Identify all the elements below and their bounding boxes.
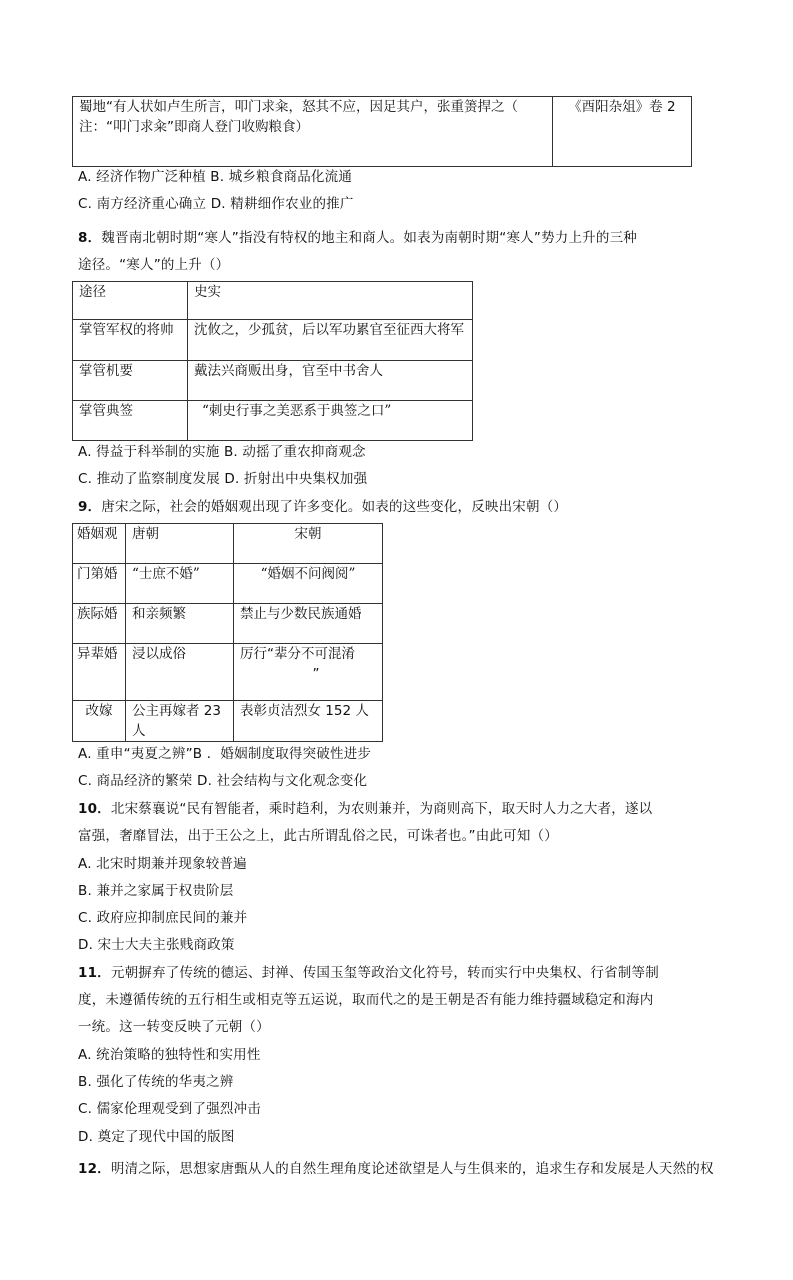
q9-options-line2: C. 商品经济的繁荣 D. 社会结构与文化观念变化 [78,773,368,789]
q8-number: 8． [78,230,102,246]
q9-cell: 异辈婚 [73,644,126,701]
q8-options-line1: A. 得益于科举制的实施 B. 动摇了重农抑商观念 [78,444,366,460]
q11-option-b: B. 强化了传统的华夷之辨 [78,1074,234,1090]
q9-cell-line1: 厉行“辈分不可混淆 [240,646,355,662]
q11-stem-line2: 度，未遵循传统的五行相生或相克等五运说，取而代之的是王朝是否有能力维持疆域稳定和海内 [78,992,654,1008]
q8-options-line2: C. 推动了监察制度发展 D. 折射出中央集权加强 [78,471,368,487]
q10-option-c: C. 政府应抑制庶民间的兼并 [78,910,248,926]
q9-cell: 门第婚 [73,564,126,604]
q8-table [72,281,473,441]
q10-stem-line1 [78,800,652,818]
q8-header-fact: 史实 [188,282,473,320]
q9-cell [234,644,383,701]
q9-options-line1: A. 重申“夷夏之辨”B ．婚姻制度取得突破性进步 [78,746,372,762]
q11-stem-text1: 元朝摒弃了传统的德运、封禅、传国玉玺等政治文化符号，转而实行中央集权、行省制等制 [110,965,659,981]
q10-stem-line2: 富强，奢靡冒法，出于王公之上，此古所谓乱俗之民，可诛者也。”由此可知（） [78,828,558,844]
q8-cell: 掌管军权的将帅 [73,320,188,361]
q8-stem-line1 [78,229,637,247]
q9-cell: “婚姻不问阀阅” [234,564,383,604]
q9-header: 唐朝 [126,524,234,564]
q11-option-c: C. 儒家伦理观受到了强烈冲击 [78,1101,262,1117]
q9-cell: “士庶不婚” [126,564,234,604]
q11-option-d: D. 奠定了现代中国的版图 [78,1129,235,1145]
q9-cell-line2: ” [312,666,320,682]
q9-header: 宋朝 [234,524,383,564]
q10-number: 10． [78,801,111,817]
q8-stem-text1: 魏晋南北朝时期“寒人”指没有特权的地主和商人。如表为南朝时期“寒人”势力上升的三种 [101,230,637,246]
q9-cell: 浸以成俗 [126,644,234,701]
q9-cell: 禁止与少数民族通婚 [234,604,383,644]
q7-options-line1: A. 经济作物广泛种植 B. 城乡粮食商品化流通 [78,169,353,185]
q10-stem-text1: 北宋蔡襄说“民有智能者，乘时趋利，为农则兼并，为商则高下，取天时人力之大者，遂以 [110,801,653,817]
q9-stem-text: 唐宋之际，社会的婚姻观出现了许多变化。如表的这些变化，反映出宋朝（） [101,499,568,515]
q9-cell: 公主再嫁者 23 人 [126,701,234,742]
q7-options-line2: C. 南方经济重心确立 D. 精耕细作农业的推广 [78,196,354,212]
q8-stem-line2: 途径。“寒人”的上升（） [78,257,230,273]
q7-content-line1: 蜀地“有人状如卢生所言，叩门求籴，怒其不应，因足其户，张重箦捍之（ [79,99,518,115]
q12-number: 12． [78,1161,111,1177]
q12-stem-text1: 明清之际，思想家唐甄从人的自然生理角度论述欲望是人与生俱来的，追求生存和发展是人天然的权 [110,1161,714,1177]
q7-source-content [73,97,553,167]
q12-stem-line1 [78,1160,714,1178]
q9-cell: 族际婚 [73,604,126,644]
q11-option-a: A. 统治策略的独特性和实用性 [78,1047,261,1063]
q11-stem-line3: 一统。这一转变反映了元朝（） [78,1019,270,1035]
q10-option-d: D. 宋士大夫主张贱商政策 [78,937,235,953]
q7-content-line2: 注：“叩门求籴”即商人登门收购粮食） [79,119,309,135]
q8-cell: “刺史行事之美恶系于典签之口” [188,401,473,441]
q9-cell: 和亲频繁 [126,604,234,644]
q9-table [72,523,383,742]
q9-cell: 表彰贞洁烈女 152 人 [234,701,383,742]
q8-header-route: 途径 [73,282,188,320]
q8-cell: 掌管机要 [73,361,188,401]
q9-header: 婚姻观 [73,524,126,564]
q7-source-table [72,96,692,167]
q8-cell: 戴法兴商贩出身，官至中书舍人 [188,361,473,401]
q8-cell: 沈攸之，少孤贫，后以军功累官至征西大将军 [188,320,473,361]
q11-number: 11． [78,965,111,981]
q8-cell: 掌管典签 [73,401,188,441]
q9-stem [78,498,567,516]
q7-source-citation: 《酉阳杂俎》卷 2 [552,97,691,167]
q10-option-b: B. 兼并之家属于权贵阶层 [78,883,234,899]
q9-number: 9． [78,499,102,515]
q11-stem-line1 [78,964,659,982]
q9-cell: 改嫁 [73,701,126,742]
q10-option-a: A. 北宋时期兼并现象较普遍 [78,856,247,872]
